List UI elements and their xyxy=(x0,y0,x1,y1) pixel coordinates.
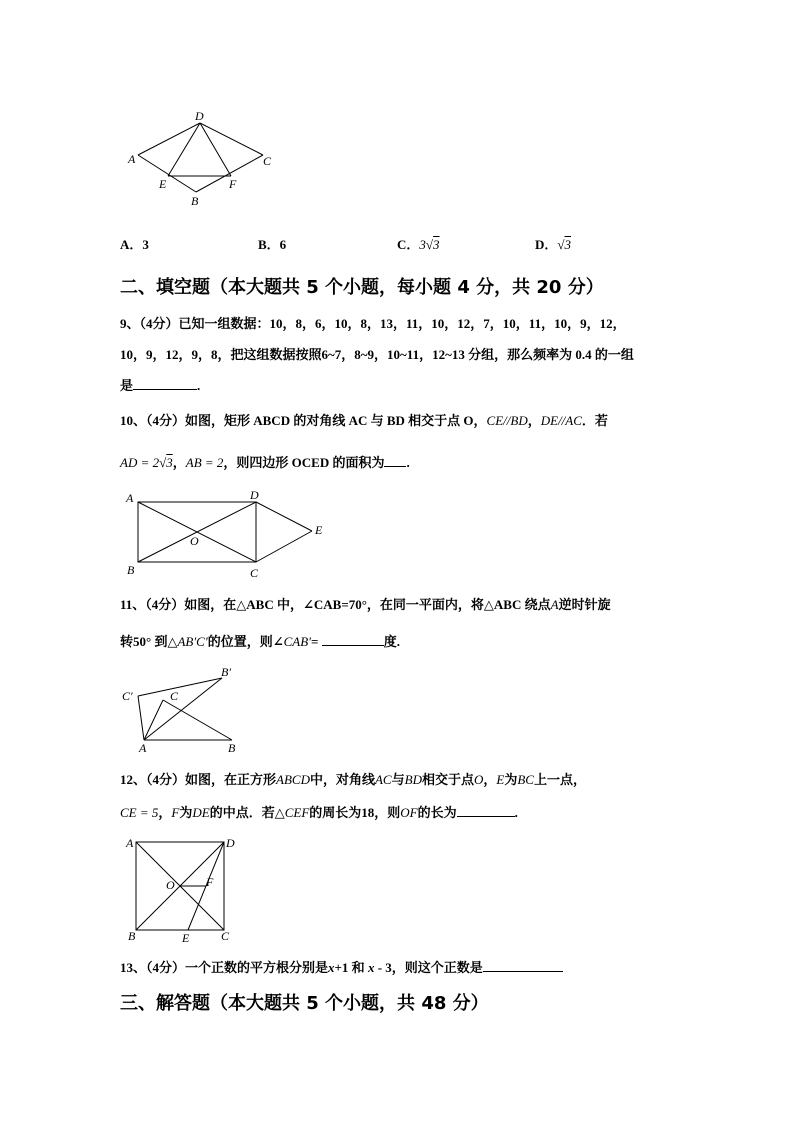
q10-math-1: AD = 2 xyxy=(120,455,160,470)
figure-q12 xyxy=(120,832,240,944)
sqrt-icon: √ xyxy=(557,237,565,252)
q9-line-3 xyxy=(120,375,200,394)
q13-var: x xyxy=(328,960,335,975)
q13-var: x xyxy=(367,960,375,975)
fig11-label-c-prime: C′ xyxy=(122,689,133,703)
q12-math: E xyxy=(496,772,505,787)
q10-tail: ，则四边形 OCED 的面积为 xyxy=(223,455,385,470)
q11-line-2 xyxy=(120,631,400,650)
q10-text-1: 10、（4分）如图，矩形 ABCD 的对角线 AC 与 BD 相交于点 O， xyxy=(120,413,487,428)
q12-math: ABCD xyxy=(276,772,310,787)
q12-text: ， xyxy=(158,805,172,820)
q11-triangle: AB′C′ xyxy=(177,634,208,649)
fig12-label-e: E xyxy=(182,931,190,944)
q10-math-2: AB = 2 xyxy=(185,455,224,470)
q11-point-a: A xyxy=(550,597,559,612)
q12-text: 的长为 xyxy=(417,805,457,820)
q10-line-1 xyxy=(120,410,608,429)
q11-line-1 xyxy=(120,594,611,613)
q12-text: 的中点．若△ xyxy=(209,805,285,820)
option-d-radicand: 3 xyxy=(564,237,572,252)
q12-line-2 xyxy=(120,802,518,821)
q12-text: 为 xyxy=(504,772,518,787)
option-c-coef: 3 xyxy=(419,237,426,252)
q11-text-1a: 11、（4分）如图，在△ABC 中，∠CAB=70°，在同一平面内，将△ABC 绕点 xyxy=(120,597,551,612)
q9-line-2: 10，9，12，9，8，把这组数据按照6~7，8~9，10~11，12~13 分组，那么频率为 0.4 的一组 xyxy=(120,347,634,362)
fig10-label-d: D xyxy=(250,488,259,502)
q12-text: . xyxy=(514,805,518,820)
q11-text-2a: 转50° 到△ xyxy=(120,634,178,649)
q13-line xyxy=(120,957,563,976)
option-c xyxy=(397,234,440,253)
fig8-label-a: A xyxy=(128,152,136,166)
q11-answer-blank[interactable] xyxy=(322,633,384,646)
fig12-label-a: A xyxy=(126,836,134,850)
option-a: A．3 xyxy=(120,237,149,252)
q12-text: 的周长为18，则 xyxy=(309,805,401,820)
q12-text: 12、（4分）如图，在正方形 xyxy=(120,772,277,787)
q12-answer-blank[interactable] xyxy=(457,804,515,817)
fig11-label-a: A xyxy=(139,741,147,755)
figure-q11 xyxy=(118,664,248,756)
fig11-label-b-prime: B′ xyxy=(221,665,231,679)
fig10-label-e: E xyxy=(315,523,323,537)
q12-math: BD xyxy=(404,772,422,787)
figure-q10 xyxy=(120,486,340,582)
q12-text: 与 xyxy=(391,772,405,787)
q10-comma: ， xyxy=(527,413,541,428)
option-d xyxy=(535,234,571,253)
q9-line-3-end: . xyxy=(197,378,201,393)
q9-line-1: 9、（4分）已知一组数据：10，8，6，10，8，13，11，10，12，7，10，11，10，9，12， xyxy=(120,316,626,331)
sqrt-icon: √ xyxy=(159,455,167,470)
fig12-label-d: D xyxy=(226,836,235,850)
q12-text: 相交于点 xyxy=(421,772,474,787)
q10-line-2 xyxy=(120,452,410,471)
q12-math: AC xyxy=(374,772,392,787)
q11-text-2c: = xyxy=(311,634,319,649)
q11-text-1b: 逆时针旋 xyxy=(558,597,611,612)
option-c-prefix: C． xyxy=(397,237,420,252)
q10-comma-2: ， xyxy=(172,455,186,470)
q9-answer-blank[interactable] xyxy=(133,377,197,390)
q13-text: 13、（4分）一个正数的平方根分别是 xyxy=(120,960,329,975)
q12-math: BC xyxy=(517,772,534,787)
q12-math: DE xyxy=(192,805,210,820)
q10-end: . xyxy=(406,455,410,470)
fig10-label-a: A xyxy=(126,491,134,505)
q11-text-2b: 的位置，则∠ xyxy=(207,634,284,649)
q12-math: F xyxy=(171,805,180,820)
q11-end: 度. xyxy=(383,634,400,649)
q10-answer-blank[interactable] xyxy=(384,454,406,467)
section-3-title: 三、解答题（本大题共 5 个小题，共 48 分） xyxy=(120,993,489,1014)
option-b: B．6 xyxy=(258,237,287,252)
fig10-label-c: C xyxy=(250,566,259,580)
fig8-label-d: D xyxy=(195,109,204,123)
sqrt-icon: √ xyxy=(425,237,434,252)
fig11-label-c: C xyxy=(170,689,179,703)
fig12-label-c: C xyxy=(221,929,230,943)
fig10-label-o: O xyxy=(190,534,199,548)
option-d-prefix: D． xyxy=(535,237,558,252)
q9-line-3-text: 是 xyxy=(120,378,134,393)
fig12-label-b: B xyxy=(128,929,136,943)
q10-cond-2: DE//AC xyxy=(540,413,582,428)
q13-answer-blank[interactable] xyxy=(483,959,563,972)
fig12-label-o: O xyxy=(166,878,175,892)
q10-cond-1: CE//BD xyxy=(486,413,528,428)
option-c-radicand: 3 xyxy=(433,237,440,252)
q12-math: CE = 5 xyxy=(120,805,159,820)
fig12-label-f: F xyxy=(206,875,214,889)
q12-text: ， xyxy=(483,772,497,787)
q13-text: - 3，则这个正数是 xyxy=(374,960,483,975)
q12-math: O xyxy=(473,772,484,787)
fig8-label-c: C xyxy=(263,154,272,168)
section-2-title: 二、填空题（本大题共 5 个小题，每小题 4 分，共 20 分） xyxy=(120,277,604,298)
q12-text: 中，对角线 xyxy=(309,772,375,787)
fig8-label-e: E xyxy=(159,177,167,191)
fig11-label-b: B xyxy=(228,741,236,755)
fig8-label-f: F xyxy=(229,177,237,191)
q12-text: 为 xyxy=(179,805,193,820)
q11-angle: CAB′ xyxy=(283,634,312,649)
q12-line-1 xyxy=(120,769,586,788)
fig10-label-b: B xyxy=(127,563,135,577)
q13-text: +1 和 xyxy=(334,960,365,975)
q10-radicand: 3 xyxy=(166,455,173,470)
q12-text: 上一点， xyxy=(533,772,586,787)
q10-after: ．若 xyxy=(581,413,608,428)
q12-math: CEF xyxy=(284,805,310,820)
fig8-label-b: B xyxy=(191,194,199,208)
q12-math: OF xyxy=(400,805,418,820)
figure-q8 xyxy=(120,105,290,210)
